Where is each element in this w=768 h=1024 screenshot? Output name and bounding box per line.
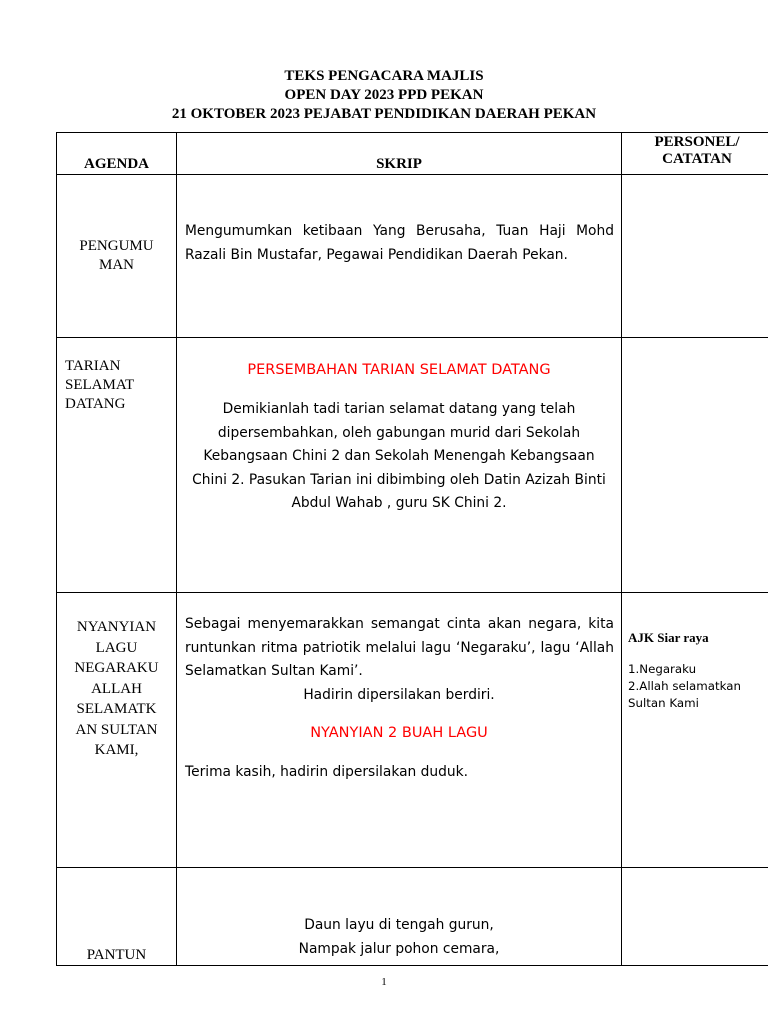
agenda-cell bbox=[57, 593, 177, 868]
skrip-cell bbox=[177, 868, 622, 966]
agenda-label: NYANYIAN bbox=[76, 619, 157, 635]
agenda-label: PENGUMU bbox=[79, 238, 154, 254]
skrip-text: Terima kasih, hadirin dipersilakan duduk. bbox=[185, 764, 469, 780]
personel-title: AJK Siar raya bbox=[628, 630, 709, 645]
skrip-text: Mengumumkan ketibaan Yang Berusaha, Tuan Haji Mohd Razali Bin Mustafar, Pegawai Pendidikan Daerah Pekan. bbox=[185, 223, 614, 263]
column-header-personel: PERSONEL/ CATATAN bbox=[622, 133, 768, 175]
skrip-cell bbox=[177, 175, 622, 338]
personel-cell bbox=[622, 593, 768, 868]
agenda-label: ALLAH bbox=[91, 680, 142, 697]
skrip-text: Sebagai menyemarakkan semangat cinta akan negara, kita runtunkan ritma patriotik melalui lagu ‘Negaraku’, lagu ‘Allah Selamatkan Sultan Kami’. bbox=[185, 616, 614, 679]
agenda-label: SELAMAT bbox=[65, 377, 135, 393]
column-header-skrip: SKRIP bbox=[177, 133, 622, 175]
header-title: TEKS PENGACARA MAJLIS bbox=[284, 68, 484, 84]
table-row bbox=[57, 338, 768, 593]
skrip-cell bbox=[177, 593, 622, 868]
skrip-text: Demikianlah tadi tarian selamat datang yang telah dipersembahkan, oleh gabungan murid dari Sekolah Kebangsaan Chini 2 dan Sekolah Menengah Kebangsaan Chini 2. Pasukan Tarian ini dibimbing oleh Datin Azizah Binti Abdul Wahab , guru SK Chini 2. bbox=[192, 401, 606, 511]
agenda-label: DATANG bbox=[65, 396, 126, 412]
page-number: 1 bbox=[381, 976, 387, 988]
header-event: OPEN DAY 2023 PPD PEKAN bbox=[284, 87, 484, 103]
personel-cell bbox=[622, 868, 768, 966]
agenda-label: MAN bbox=[98, 257, 134, 273]
skrip-cell bbox=[177, 338, 622, 593]
agenda-label: LAGU bbox=[95, 639, 138, 656]
pantun-line: Daun layu di tengah gurun, bbox=[304, 917, 494, 933]
performance-title: PERSEMBAHAN TARIAN SELAMAT DATANG bbox=[247, 362, 551, 378]
agenda-label: TARIAN bbox=[65, 358, 121, 374]
document-header bbox=[0, 67, 768, 124]
personel-cell bbox=[622, 175, 768, 338]
agenda-cell bbox=[57, 338, 177, 593]
personel-cell bbox=[622, 338, 768, 593]
table-row bbox=[57, 868, 768, 966]
script-table bbox=[56, 132, 768, 966]
table-row bbox=[57, 593, 768, 868]
personel-note: 1.Negaraku bbox=[628, 662, 697, 676]
header-date-venue: 21 OKTOBER 2023 PEJABAT PENDIDIKAN DAERAH PEKAN bbox=[171, 106, 597, 122]
skrip-text: Hadirin dipersilakan berdiri. bbox=[303, 686, 495, 703]
performance-title: NYANYIAN 2 BUAH LAGU bbox=[310, 725, 488, 741]
agenda-cell bbox=[57, 868, 177, 966]
agenda-label: AN SULTAN bbox=[75, 721, 158, 738]
agenda-label: KAMI, bbox=[94, 742, 139, 758]
agenda-cell bbox=[57, 175, 177, 338]
agenda-label: NEGARAKU bbox=[74, 660, 159, 676]
personel-note: 2.Allah selamatkan Sultan Kami bbox=[628, 679, 741, 710]
agenda-label: SELAMATK bbox=[76, 701, 157, 717]
table-row bbox=[57, 175, 768, 338]
column-header-agenda: AGENDA bbox=[57, 133, 177, 175]
pantun-line: Nampak jalur pohon cemara, bbox=[298, 940, 500, 957]
table-header-row bbox=[57, 133, 768, 175]
agenda-label: PANTUN bbox=[86, 947, 147, 963]
